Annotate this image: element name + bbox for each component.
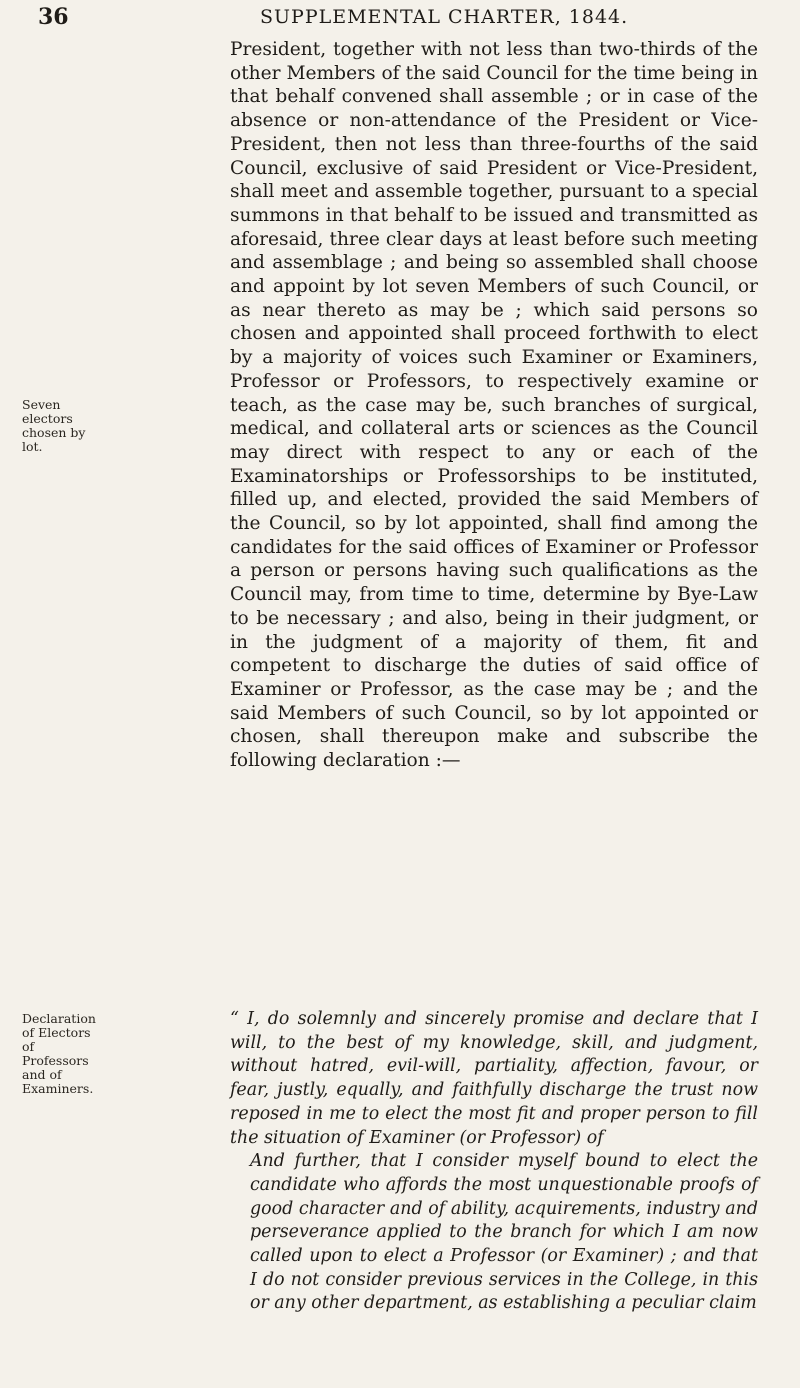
running-head: SUPPLEMENTAL CHARTER, 1844. [260, 6, 629, 28]
margin-note-seven-electors: Seven electors chosen by lot. [22, 397, 86, 454]
main-text [230, 38, 758, 773]
declaration-text [230, 1008, 758, 1316]
declaration-paragraph-2: And further, that I consider myself bound to elect the candidate who affords the most unquestionable proofs of good character and of ability, acquirements, industry and perseverance applied to the branch for which I am now called upon to elect a Professor (or Examiner) ; and that I do not consider previous services in the College, in this or any other department, as establishing a peculiar claim [250, 1151, 758, 1314]
declaration-paragraph-1: “ I, do solemnly and sincerely promise and declare that I will, to the best of my knowledge, skill, and judgment, without hatred, evil-will, partiality, affection, favour, or fear, justly, equally, and faithfully discharge the trust now reposed in me to elect the most fit and proper person to fill the situation of Examiner (or Professor) of [230, 1009, 758, 1148]
page-number: 36 [38, 4, 69, 30]
main-paragraph: President, together with not less than two-thirds of the other Members of the said Council for the time being in that behalf convened shall assemble ; or in case of the absence or non-attendance of the President or Vice-President, then not less than three-fourths of the said Council, exclusive of said President or Vice-President, shall meet and assemble together, pursuant to a special summons in that behalf to be issued and transmitted as aforesaid, three clear days at least before such meeting and assemblage ; and being so assembled shall choose and appoint by lot seven Members of such Council, or as near thereto as may be ; which said persons so chosen and appointed shall proceed forthwith to elect by a majority of voices such Examiner or Examiners, Professor or Professors, to respectively examine or teach, as the case may be, such branches of surgical, medical, and collateral arts or sciences as the Council may direct with respect to any or each of the Examinatorships or Professorships to be instituted, filled up, and elected, provided the said Members of the Council, so by lot appointed, shall find among the candidates for the said offices of Examiner or Professor a person or persons having such qualifications as the Council may, from time to time, determine by Bye-Law to be necessary ; and also, being in their judgment, or in the judgment of a majority of them, fit and competent to discharge the duties of said office of Examiner or Professor, as the case may be ; and the said Members of such Council, so by lot appointed or chosen, shall thereupon make and subscribe the following declaration :— [230, 39, 758, 772]
margin-note-declaration: Declaration of Electors of Professors and of Examiners. [22, 1011, 96, 1096]
